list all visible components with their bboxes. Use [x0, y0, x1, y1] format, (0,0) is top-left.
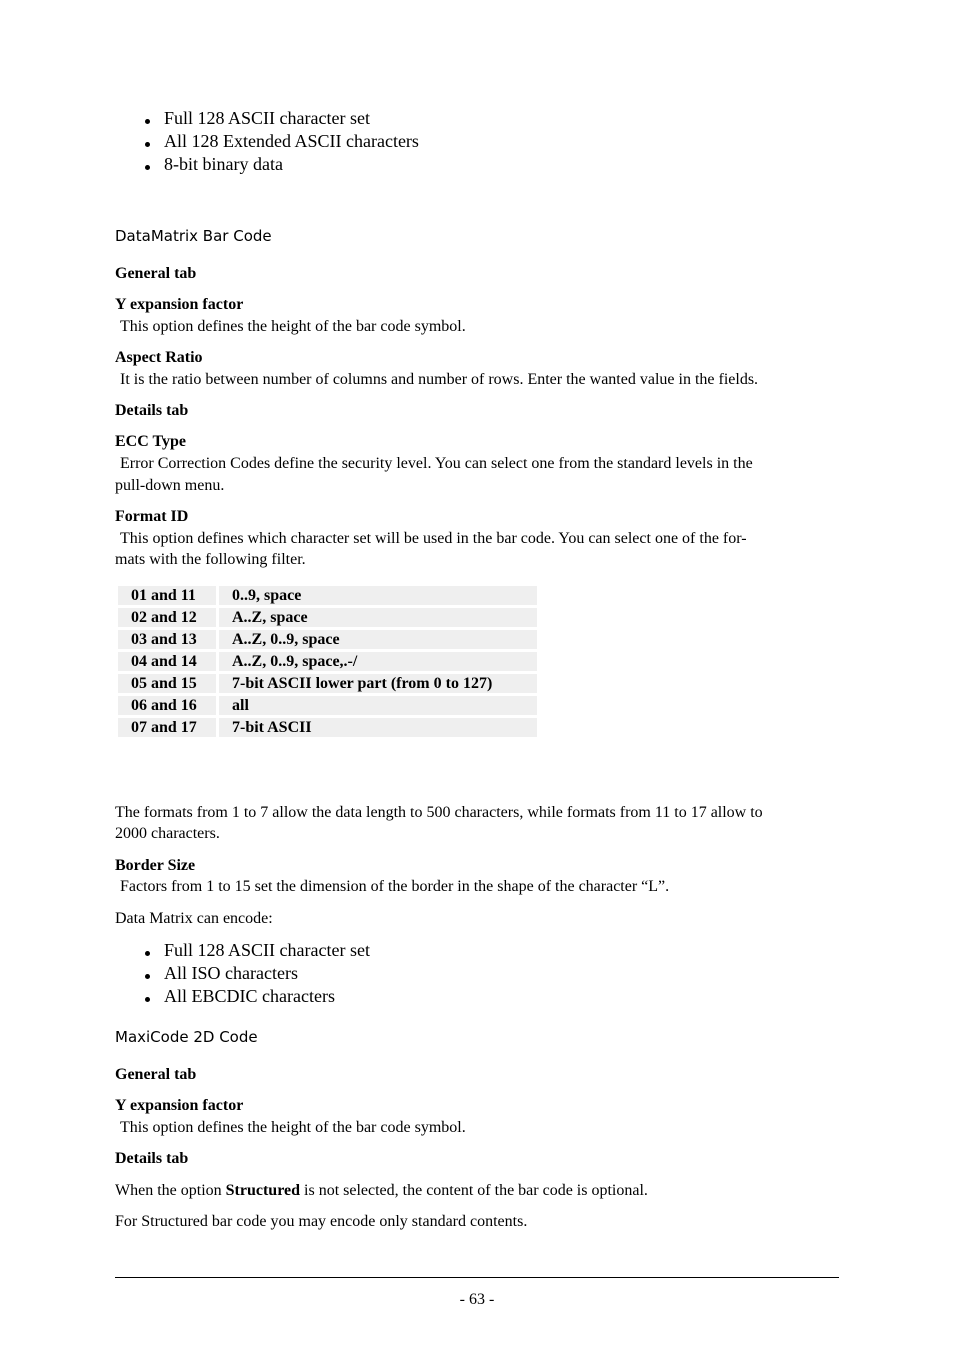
y-expansion-heading: Y expansion factor — [115, 1097, 244, 1114]
table-row — [118, 696, 537, 715]
charset-cell: all — [219, 696, 537, 715]
charset-cell: A..Z, space — [219, 608, 537, 627]
details-tab-heading: Details tab — [115, 402, 189, 419]
encode-intro: Data Matrix can encode: — [115, 910, 273, 927]
character-set-list — [145, 107, 419, 176]
list-item: Full 128 ASCII character set — [145, 939, 370, 962]
details-tab-heading: Details tab — [115, 1150, 189, 1167]
format-id-heading: Format ID — [115, 508, 189, 525]
encode-list — [145, 939, 370, 1008]
format-code-cell: 04 and 14 — [118, 652, 216, 671]
list-item: Full 128 ASCII character set — [145, 107, 419, 130]
structured-keyword: Structured — [225, 1182, 301, 1199]
aspect-ratio-heading: Aspect Ratio — [115, 349, 203, 366]
table-row — [118, 630, 537, 649]
structured-text-pre: When the option — [115, 1182, 226, 1199]
format-code-cell: 01 and 11 — [118, 586, 216, 605]
y-expansion-text: This option defines the height of the bar code symbol. — [120, 1119, 466, 1136]
charset-cell: 7-bit ASCII — [219, 718, 537, 737]
structured-text-post: is not selected, the content of the bar code is optional. — [300, 1182, 648, 1199]
charset-cell: 0..9, space — [219, 586, 537, 605]
datamatrix-section-title: DataMatrix Bar Code — [115, 227, 272, 245]
y-expansion-text: This option defines the height of the bar code symbol. — [120, 318, 466, 335]
format-code-cell: 03 and 13 — [118, 630, 216, 649]
list-item: All ISO characters — [145, 962, 370, 985]
ecc-type-text-cont: pull-down menu. — [115, 477, 225, 494]
list-item: 8-bit binary data — [145, 153, 419, 176]
structured-option-text — [115, 1180, 648, 1202]
format-code-cell: 05 and 15 — [118, 674, 216, 693]
page-number: - 63 - — [459, 1291, 495, 1308]
format-code-cell: 07 and 17 — [118, 718, 216, 737]
charset-cell: 7-bit ASCII lower part (from 0 to 127) — [219, 674, 537, 693]
format-code-cell: 02 and 12 — [118, 608, 216, 627]
formats-note-cont: 2000 characters. — [115, 825, 220, 842]
format-id-text-cont: mats with the following filter. — [115, 551, 306, 568]
general-tab-heading: General tab — [115, 1066, 197, 1083]
table-row — [118, 608, 537, 627]
y-expansion-heading: Y expansion factor — [115, 296, 244, 313]
border-size-heading: Border Size — [115, 857, 196, 874]
general-tab-heading: General tab — [115, 265, 197, 282]
aspect-ratio-text: It is the ratio between number of columns and number of rows. Enter the wanted value in the fields. — [120, 371, 759, 388]
charset-cell: A..Z, 0..9, space — [219, 630, 537, 649]
format-id-text: This option defines which character set will be used in the bar code. You can select one of the for- — [120, 530, 747, 547]
formats-note: The formats from 1 to 7 allow the data length to 500 characters, while formats from 11 to 17 allow to — [115, 804, 763, 821]
list-item: All EBCDIC characters — [145, 985, 370, 1008]
format-id-table — [115, 583, 540, 740]
charset-cell: A..Z, 0..9, space,.-/ — [219, 652, 537, 671]
table-row — [118, 674, 537, 693]
footer-divider — [115, 1277, 839, 1278]
border-size-text: Factors from 1 to 15 set the dimension of the border in the shape of the character “L”. — [120, 878, 670, 895]
ecc-type-text: Error Correction Codes define the security level. You can select one from the standard levels in the — [120, 455, 753, 472]
list-item: All 128 Extended ASCII characters — [145, 130, 419, 153]
structured-contents-text: For Structured bar code you may encode only standard contents. — [115, 1213, 528, 1230]
format-code-cell: 06 and 16 — [118, 696, 216, 715]
table-row — [118, 586, 537, 605]
maxicode-section-title: MaxiCode 2D Code — [115, 1028, 258, 1046]
table-row — [118, 718, 537, 737]
ecc-type-heading: ECC Type — [115, 433, 186, 450]
table-row — [118, 652, 537, 671]
